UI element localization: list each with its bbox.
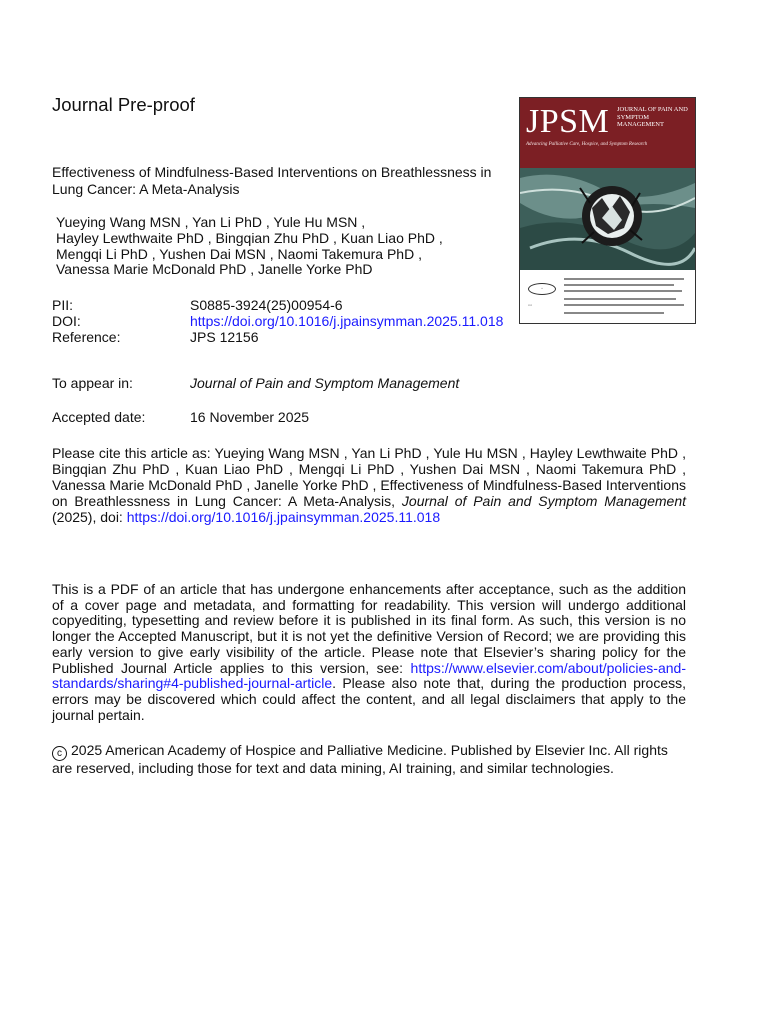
- pii-value: S0885-3924(25)00954-6: [190, 297, 343, 313]
- article-title: Effectiveness of Mindfulness-Based Interventions on Breathlessness in Lung Cancer: A Meta-Analysis: [52, 164, 492, 197]
- cover-text-line: [564, 298, 676, 300]
- author-line: Yueying Wang MSN , Yan Li PhD , Yule Hu MSN ,: [56, 214, 366, 230]
- cover-text-line: [564, 304, 684, 306]
- doi-row: [52, 314, 532, 330]
- journal-pre-proof-label: Journal Pre-proof: [52, 94, 195, 115]
- reference-value: JPS 12156: [190, 328, 259, 345]
- sharing-policy-link[interactable]: https://www.elsevier.com/about/policies-and-standards/sharing#4-published-journal-article: [52, 659, 686, 692]
- journal-name: Journal of Pain and Symptom Management: [190, 375, 460, 391]
- citation-text: Please cite this article as: Yueying Wang MSN , Yan Li PhD , Yule Hu MSN , Hayley Lewthwaite PhD , Bingqian Zhu PhD , Kuan Liao PhD , Mengqi Li PhD , Yushen Dai MSN , Naomi Takemura PhD , Vanessa Marie McDonald PhD , Janelle Yorke PhD , Effectiveness of Mindfulness-Based Interventions on Breathlessness in Lung Cancer: A Meta-Analysis,: [52, 445, 686, 509]
- cover-text-line: [564, 312, 664, 314]
- citation-year: (2025), doi:: [52, 509, 127, 525]
- cover-text-line: [564, 284, 674, 286]
- cover-text-line: [564, 278, 684, 280]
- notice-text: This is a PDF of an article that has undergone enhancements after acceptance, such as the addition of a cover page and metadata, and formatting for readability. This version will undergo additional copyediting, typesetting and review before it is published in its final form. As such, this version is no longer the Accepted Manuscript, but it is not yet the definitive Version of Record; we are providing this early version to give early visibility of the article. Please note that Elsevier’s sharing policy for the Published Journal Article applies to this version, see:: [52, 581, 686, 676]
- citation-paragraph: [52, 445, 686, 525]
- doi-link[interactable]: https://doi.org/10.1016/j.jpainsymman.2025.11.018: [190, 312, 504, 329]
- reference-row: [52, 330, 532, 346]
- accepted-date-value: 16 November 2025: [190, 409, 310, 425]
- author-list: [56, 215, 496, 278]
- accepted-date-row: [52, 409, 309, 425]
- cover-text-line: [564, 290, 682, 292]
- cover-artwork: [520, 168, 695, 270]
- cover-title: JPSM: [526, 103, 610, 140]
- author-line: Mengqi Li PhD , Yushen Dai MSN , Naomi Takemura PhD ,: [56, 245, 422, 262]
- cover-subtitle: JOURNAL OF PAIN AND SYMPTOM MANAGEMENT: [617, 106, 688, 128]
- reference-label: Reference:: [52, 328, 121, 345]
- journal-cover-image: [519, 97, 696, 324]
- article-metadata: [52, 298, 532, 345]
- citation-doi-link[interactable]: https://doi.org/10.1016/j.jpainsymman.2025.11.018: [126, 509, 441, 525]
- cover-logo: ◦◦: [528, 303, 533, 309]
- cover-logo: ◦: [528, 283, 556, 295]
- author-line: Vanessa Marie McDonald PhD , Janelle Yorke PhD: [56, 261, 373, 278]
- author-line: Hayley Lewthwaite PhD , Bingqian Zhu PhD , Kuan Liao PhD ,: [56, 229, 443, 246]
- notice-text-end: . Please also note that, during the production process, errors may be discovered which could affect the content, and all legal disclaimers that apply to the journal pertain.: [52, 675, 686, 723]
- pii-label: PII:: [52, 297, 74, 313]
- to-appear-label: To appear in:: [52, 375, 133, 391]
- cover-tagline: Advancing Palliative Care, Hospice, and Symptom Research: [526, 142, 648, 147]
- pii-row: [52, 298, 532, 314]
- copyright-icon: c: [52, 746, 67, 761]
- doi-label: DOI:: [52, 312, 81, 329]
- copyright-notice: [52, 743, 686, 777]
- accepted-date-label: Accepted date:: [52, 409, 146, 425]
- to-appear-in-row: [52, 375, 459, 391]
- citation-journal: Journal of Pain and Symptom Management: [401, 493, 686, 509]
- pre-proof-notice: [52, 582, 686, 723]
- copyright-text: 2025 American Academy of Hospice and Palliative Medicine. Published by Elsevier Inc. All rights are reserved, including those for text and data mining, AI training, and similar technologies.: [52, 742, 668, 776]
